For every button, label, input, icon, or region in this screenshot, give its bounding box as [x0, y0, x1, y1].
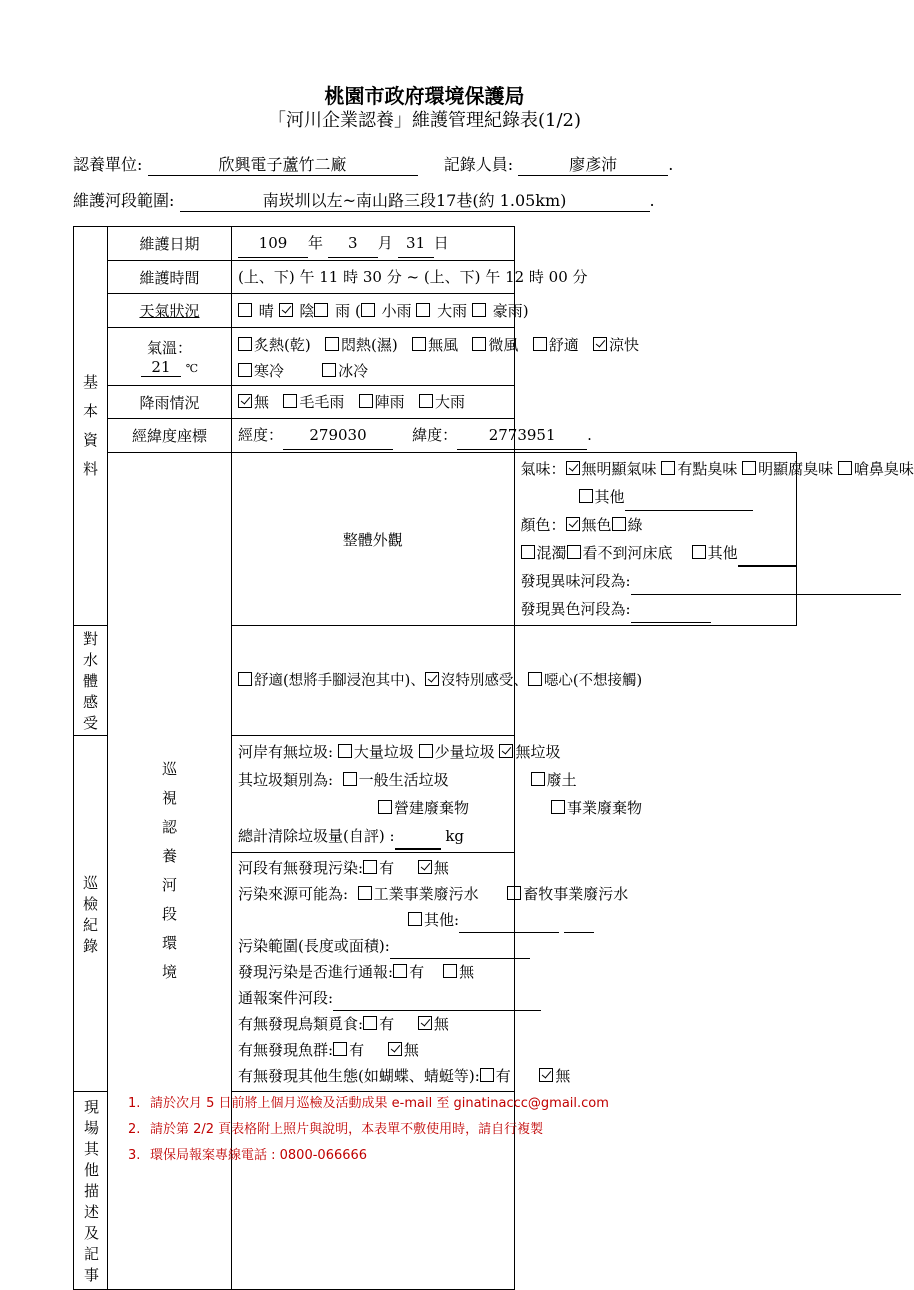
trash-none-checkbox[interactable] [499, 744, 513, 758]
temp-comfort-checkbox[interactable] [533, 337, 547, 351]
rain-heavy-checkbox[interactable] [419, 394, 433, 408]
source-livestock-checkbox[interactable] [507, 886, 521, 900]
temp-humid-checkbox[interactable] [325, 337, 339, 351]
temp-cool-checkbox[interactable] [593, 337, 607, 351]
source-other-checkbox[interactable] [408, 912, 422, 926]
odor-section-row: 發現異味河段為: [521, 567, 791, 595]
trash-type-row: 其垃圾類別為: 一般生活垃圾 廢土 [238, 771, 577, 789]
source-other-field[interactable] [459, 914, 559, 933]
color-section-field[interactable] [631, 604, 711, 623]
smell-row: 氣味： 無明顯氣味 有點臭味 明顯腐臭味 嗆鼻臭味 [520, 460, 914, 478]
weather-lightrain-checkbox[interactable] [361, 303, 375, 317]
smell-pungent-checkbox[interactable] [838, 461, 852, 475]
source-industrial-checkbox[interactable] [358, 886, 372, 900]
coord-row: 經度： 279030 緯度： 2773951 . [238, 421, 508, 450]
report-no-checkbox[interactable] [443, 964, 457, 978]
trash-industrial-checkbox[interactable] [551, 800, 565, 814]
pollution-no-checkbox[interactable] [418, 860, 432, 874]
rain-options: 無 毛毛雨 陣雨 大雨 [238, 388, 508, 416]
color-turbid-checkbox[interactable] [521, 545, 535, 559]
trash-little-checkbox[interactable] [419, 744, 433, 758]
weather-label: 天氣狀況 [108, 294, 232, 328]
temp-cold-checkbox[interactable] [238, 363, 252, 377]
page-title: 桃園市政府環境保護局 [324, 84, 525, 108]
date-row: 109 年 3 月 31 日 [238, 229, 508, 258]
smell-other-field[interactable] [625, 492, 753, 511]
pollution-range-row: 污染範圍(長度或面積): [238, 933, 508, 959]
temperature-value[interactable]: 21 [141, 358, 181, 377]
fish-yes-checkbox[interactable] [333, 1042, 347, 1056]
range-label: 維護河段範圍: [73, 191, 175, 210]
color-opaque-checkbox[interactable] [567, 545, 581, 559]
trash-type-row-2: 營建廢棄物 事業廢棄物 [238, 794, 508, 822]
adopter-row: 認養單位: 欣興電子蘆竹二廠 記錄人員: 廖彥沛 . [73, 152, 673, 176]
color-none-checkbox[interactable] [566, 517, 580, 531]
temp-hot-checkbox[interactable] [238, 337, 252, 351]
odor-section-field[interactable] [631, 576, 901, 595]
feeling-neutral-checkbox[interactable] [425, 672, 439, 686]
rain-drizzle-checkbox[interactable] [283, 394, 297, 408]
color-row: 顏色： 無色 綠 [520, 516, 643, 534]
footer-notes [128, 1092, 609, 1170]
patrol-section-label: 巡 視 認 養 河 段 環 境 [108, 453, 232, 1290]
adopter-label: 認養單位: [73, 155, 143, 174]
date-day[interactable]: 31 [398, 229, 434, 258]
basic-section-label: 基 本 資 料 [74, 227, 108, 626]
color-green-checkbox[interactable] [612, 517, 626, 531]
trash-row: 河岸有無垃圾: 大量垃圾 少量垃圾 無垃圾 [238, 743, 561, 761]
appearance-label: 整體外觀 [232, 453, 515, 626]
temp-nowind-checkbox[interactable] [412, 337, 426, 351]
weather-heavyrain-checkbox[interactable] [416, 303, 430, 317]
other-notes-label: 現場其他描述及記事 [74, 1092, 108, 1290]
weather-cloudy-checkbox[interactable] [279, 303, 293, 317]
trash-household-checkbox[interactable] [343, 772, 357, 786]
time-value[interactable]: (上、下) 午 11 時 30 分 ~ (上、下) 午 12 時 00 分 [238, 268, 588, 286]
form-subtitle: 「河川企業認養」維護管理紀錄表(1/2) [267, 110, 581, 131]
pollution-range-field[interactable] [390, 940, 530, 959]
source-other-row: 其他: [238, 907, 508, 933]
coord-label: 經緯度座標 [108, 419, 232, 453]
color-section-row: 發現異色河段為: [521, 595, 791, 623]
source-row: 污染來源可能為: 工業事業廢污水 畜牧事業廢污水 [238, 885, 629, 903]
report-row: 發現污染是否進行通報: 有 無 [238, 963, 475, 981]
temp-options-1: 炙熱(乾) 悶熱(濕) 無風 微風 舒適 涼快 [238, 331, 508, 359]
color-other-checkbox[interactable] [692, 545, 706, 559]
color-other-field[interactable] [738, 547, 796, 567]
trash-total-field[interactable] [395, 830, 441, 850]
bird-no-checkbox[interactable] [418, 1016, 432, 1030]
temperature-cell: 氣溫： 21 ℃ [108, 328, 232, 386]
temp-freezing-checkbox[interactable] [322, 363, 336, 377]
adopter-value[interactable]: 欣興電子蘆竹二廠 [148, 152, 418, 176]
eco-no-checkbox[interactable] [539, 1068, 553, 1082]
note-item: 2. 請於第 2/2 頁表格附上照片與說明，本表單不敷使用時，請自行複製 [128, 1122, 544, 1137]
trash-soil-checkbox[interactable] [531, 772, 545, 786]
feeling-label: 對水體感受 [74, 626, 108, 736]
report-section-field[interactable] [333, 992, 541, 1011]
smell-rotten-checkbox[interactable] [742, 461, 756, 475]
rain-label: 降雨情況 [108, 386, 232, 419]
weather-rain-checkbox[interactable] [314, 303, 328, 317]
trash-much-checkbox[interactable] [338, 744, 352, 758]
smell-other-row: 其他 [521, 483, 791, 511]
rain-shower-checkbox[interactable] [359, 394, 373, 408]
fish-row: 有無發現魚群: 有 無 [238, 1041, 419, 1059]
smell-slight-checkbox[interactable] [661, 461, 675, 475]
date-label: 維護日期 [108, 227, 232, 261]
latitude-value[interactable]: 2773951 [457, 421, 587, 450]
trash-construction-checkbox[interactable] [378, 800, 392, 814]
temp-breeze-checkbox[interactable] [472, 337, 486, 351]
record-label: 巡檢紀錄 [74, 736, 108, 1092]
date-year[interactable]: 109 [238, 229, 308, 258]
pollution-row: 河段有無發現污染: 有 無 [238, 859, 449, 877]
time-label: 維護時間 [108, 261, 232, 294]
report-yes-checkbox[interactable] [393, 964, 407, 978]
trash-block [232, 736, 643, 853]
smell-other-checkbox[interactable] [579, 489, 593, 503]
trash-total-row: 總計清除垃圾量(自評) : kg [238, 822, 508, 850]
range-value[interactable]: 南崁圳以左~南山路三段17巷(約 1.05km) [180, 188, 650, 212]
bird-yes-checkbox[interactable] [363, 1016, 377, 1030]
date-month[interactable]: 3 [328, 229, 378, 258]
eco-row: 有無發現其他生態(如蝴蝶、蜻蜓等): 有 無 [238, 1067, 571, 1085]
pollution-block [232, 853, 629, 1091]
weather-storm-checkbox[interactable] [472, 303, 486, 317]
note-item: 3. 環保局報案專線電話 : 0800-066666 [128, 1148, 368, 1163]
recorder-value[interactable]: 廖彥沛 [518, 152, 668, 176]
rain-none-checkbox[interactable] [238, 394, 252, 408]
eco-yes-checkbox[interactable] [480, 1068, 494, 1082]
feeling-options: 舒適(想將手腳浸泡其中)、 沒特別感受、 噁心(不想接觸) [238, 667, 508, 695]
weather-options: 晴 陰 雨 ( 小雨 大雨 豪雨) [238, 297, 508, 325]
temp-options-2: 寒冷 冰冷 [238, 359, 508, 383]
smell-none-checkbox[interactable] [566, 461, 580, 475]
pollution-yes-checkbox[interactable] [363, 860, 377, 874]
color-row-2: 混濁 看不到河床底 其他 [521, 539, 791, 567]
longitude-value[interactable]: 279030 [283, 421, 393, 450]
recorder-label: 記錄人員: [443, 155, 514, 174]
range-row: 維護河段範圍: 南崁圳以左~南山路三段17巷(約 1.05km) . [73, 188, 655, 212]
weather-sunny-checkbox[interactable] [238, 303, 252, 317]
report-section-row: 通報案件河段: [238, 985, 508, 1011]
feeling-comfort-checkbox[interactable] [238, 672, 252, 686]
fish-no-checkbox[interactable] [388, 1042, 402, 1056]
note-item: 1. 請於次月 5 日前將上個月巡檢及活動成果 e-mail 至 ginatinaccc@gmail.com [128, 1096, 609, 1111]
bird-row: 有無發現鳥類覓食: 有 無 [238, 1015, 449, 1033]
feeling-disgust-checkbox[interactable] [528, 672, 542, 686]
